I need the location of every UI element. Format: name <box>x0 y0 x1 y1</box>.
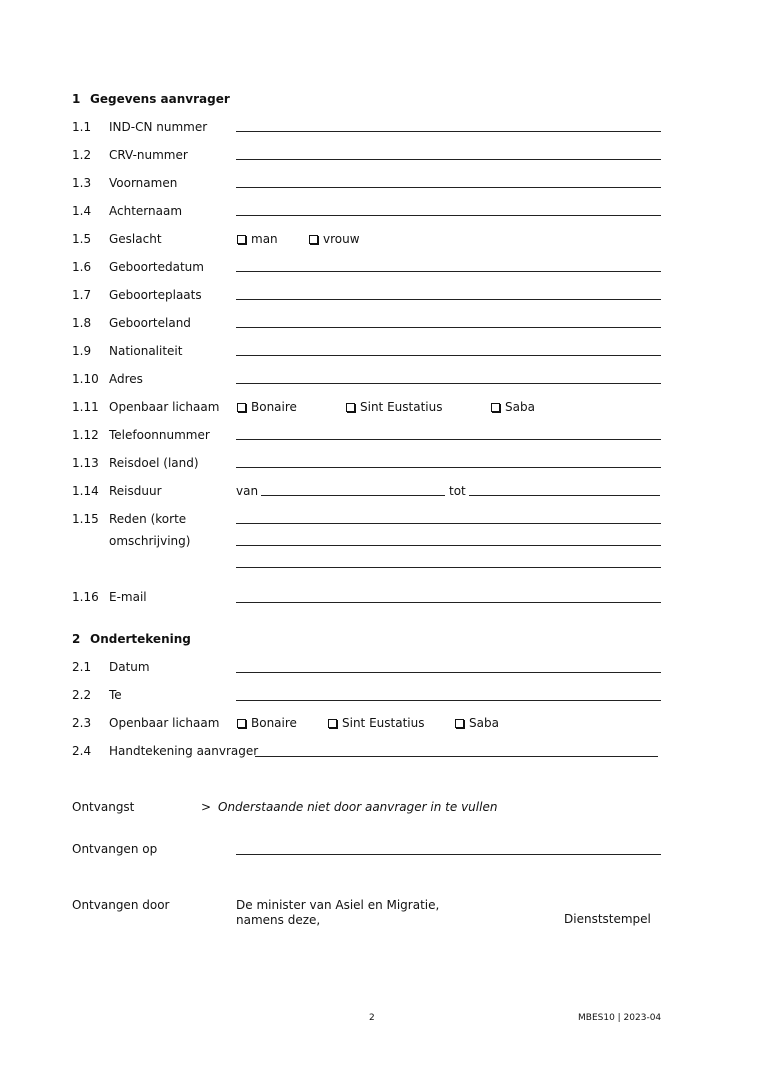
signature-field[interactable] <box>255 756 658 757</box>
saba-label: Saba <box>505 400 535 414</box>
row-number: 1.13 <box>72 456 99 470</box>
reason-label-continued: omschrijving) <box>109 534 191 548</box>
saba-checkbox[interactable] <box>455 719 464 728</box>
bonaire-checkbox[interactable] <box>237 403 246 412</box>
place-label: Te <box>109 688 122 702</box>
row-number: 2.3 <box>72 716 92 730</box>
gender-woman-label: vrouw <box>323 232 360 246</box>
row-number: 1.9 <box>72 344 92 358</box>
sint-eustatius-label: Sint Eustatius <box>342 716 425 730</box>
section-1-title: Gegevens aanvrager <box>90 92 230 106</box>
birth-date-field[interactable] <box>236 271 661 272</box>
surname-field[interactable] <box>236 215 661 216</box>
nationality-label: Nationaliteit <box>109 344 183 358</box>
row-number: 1.16 <box>72 590 99 604</box>
gender-label: Geslacht <box>109 232 162 246</box>
minister-line-2: namens deze, <box>236 913 321 927</box>
date-label: Datum <box>109 660 150 674</box>
row-number: 1.6 <box>72 260 92 274</box>
birth-date-label: Geboortedatum <box>109 260 204 274</box>
saba-label: Saba <box>469 716 499 730</box>
row-number: 1.14 <box>72 484 99 498</box>
reason-label: Reden (korte <box>109 512 187 526</box>
bonaire-label: Bonaire <box>251 716 297 730</box>
phone-field[interactable] <box>236 439 661 440</box>
sint-eustatius-checkbox[interactable] <box>328 719 337 728</box>
signature-label: Handtekening aanvrager <box>109 744 259 758</box>
sint-eustatius-label: Sint Eustatius <box>360 400 443 414</box>
row-number: 1.8 <box>72 316 92 330</box>
duration-from-field[interactable] <box>261 495 445 496</box>
date-field[interactable] <box>236 672 661 673</box>
nationality-field[interactable] <box>236 355 661 356</box>
birth-country-field[interactable] <box>236 327 661 328</box>
receipt-arrow: > <box>201 800 212 814</box>
birth-country-label: Geboorteland <box>109 316 191 330</box>
duration-to-label: tot <box>449 484 466 498</box>
reason-field-line-3[interactable] <box>236 567 661 568</box>
page-number: 2 <box>369 1013 375 1023</box>
stamp-label: Dienststempel <box>564 912 651 926</box>
received-on-field[interactable] <box>236 854 661 855</box>
birth-place-label: Geboorteplaats <box>109 288 202 302</box>
receipt-note: Onderstaande niet door aanvrager in te vullen <box>218 800 498 814</box>
row-number: 1.15 <box>72 512 99 526</box>
receipt-label: Ontvangst <box>72 800 135 814</box>
received-on-label: Ontvangen op <box>72 842 158 856</box>
reason-field-line-2[interactable] <box>236 545 661 546</box>
destination-label: Reisdoel (land) <box>109 456 199 470</box>
row-number: 1.10 <box>72 372 99 386</box>
row-number: 2.2 <box>72 688 92 702</box>
sint-eustatius-checkbox[interactable] <box>346 403 355 412</box>
surname-label: Achternaam <box>109 204 183 218</box>
row-number: 1.2 <box>72 148 92 162</box>
email-label: E-mail <box>109 590 147 604</box>
section-1-number: 1 <box>72 92 81 106</box>
row-number: 1.7 <box>72 288 92 302</box>
minister-line-1: De minister van Asiel en Migratie, <box>236 898 440 912</box>
row-number: 2.4 <box>72 744 92 758</box>
reason-field-line-1[interactable] <box>236 523 661 524</box>
row-number: 1.4 <box>72 204 92 218</box>
first-names-field[interactable] <box>236 187 661 188</box>
form-code: MBES10 | 2023-04 <box>578 1013 662 1023</box>
row-number: 1.11 <box>72 400 99 414</box>
duration-label: Reisduur <box>109 484 162 498</box>
phone-label: Telefoonnummer <box>109 428 210 442</box>
section-2-number: 2 <box>72 632 81 646</box>
gender-man-checkbox[interactable] <box>237 235 246 244</box>
address-field[interactable] <box>236 383 661 384</box>
gender-woman-checkbox[interactable] <box>309 235 318 244</box>
saba-checkbox[interactable] <box>491 403 500 412</box>
row-number: 1.5 <box>72 232 92 246</box>
address-label: Adres <box>109 372 143 386</box>
row-number: 1.3 <box>72 176 92 190</box>
first-names-label: Voornamen <box>109 176 178 190</box>
duration-to-field[interactable] <box>469 495 660 496</box>
destination-field[interactable] <box>236 467 661 468</box>
duration-from-label: van <box>236 484 259 498</box>
crv-label: CRV-nummer <box>109 148 188 162</box>
row-number: 1.1 <box>72 120 92 134</box>
received-by-label: Ontvangen door <box>72 898 170 912</box>
email-field[interactable] <box>236 602 661 603</box>
public-body-label: Openbaar lichaam <box>109 400 220 414</box>
bonaire-checkbox[interactable] <box>237 719 246 728</box>
row-number: 2.1 <box>72 660 92 674</box>
row-number: 1.12 <box>72 428 99 442</box>
crv-field[interactable] <box>236 159 661 160</box>
public-body-label: Openbaar lichaam <box>109 716 220 730</box>
ind-cn-field[interactable] <box>236 131 661 132</box>
section-2-title: Ondertekening <box>90 632 191 646</box>
ind-cn-label: IND-CN nummer <box>109 120 208 134</box>
birth-place-field[interactable] <box>236 299 661 300</box>
gender-man-label: man <box>251 232 278 246</box>
bonaire-label: Bonaire <box>251 400 297 414</box>
place-field[interactable] <box>236 700 661 701</box>
